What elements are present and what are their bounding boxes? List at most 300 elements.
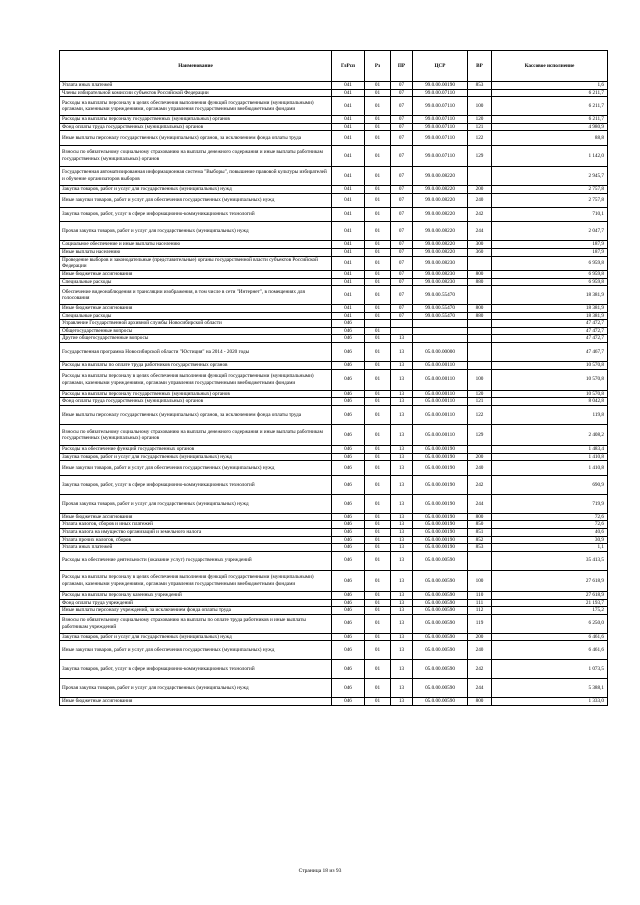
cell-pr: 07	[391, 185, 413, 193]
cell-rz: 01	[365, 494, 391, 513]
cell-csr: 99.0.00.07110	[413, 89, 468, 97]
cell-csr: 99.0.00.08220	[413, 193, 468, 207]
cell-rz: 01	[365, 241, 391, 249]
table-row	[60, 222, 608, 241]
cell-amount: 6 250,0	[492, 614, 608, 633]
cell-vr: 240	[468, 193, 492, 207]
cell-csr: 05.0.00.00590	[413, 698, 468, 706]
cell-amount: 47 472,7	[492, 320, 608, 328]
cell-pr: 13	[391, 446, 413, 454]
cell-vr: 119	[468, 614, 492, 633]
cell-rz: 01	[365, 398, 391, 406]
header-name: Наименование	[60, 51, 332, 82]
cell-name: Общегосударственные вопросы	[60, 327, 332, 335]
table-row	[60, 248, 608, 256]
cell-csr: 99.0.00.07110	[413, 116, 468, 124]
cell-amount: 5 388,1	[492, 679, 608, 698]
table-row	[60, 461, 608, 475]
cell-vr: 200	[468, 453, 492, 461]
cell-pr: 07	[391, 116, 413, 124]
table-row	[60, 679, 608, 698]
cell-grbs: 041	[332, 97, 365, 116]
cell-amount: 10 570,8	[492, 390, 608, 398]
cell-vr: 122	[468, 131, 492, 145]
cell-pr: 13	[391, 390, 413, 398]
cell-vr: 800	[468, 513, 492, 521]
cell-vr: 853	[468, 82, 492, 90]
cell-vr	[468, 286, 492, 305]
cell-vr: 120	[468, 116, 492, 124]
cell-csr: 99.0.00.55470	[413, 305, 468, 313]
cell-grbs: 041	[332, 82, 365, 90]
cell-name: Расходы на выплаты персоналу казенных учреждений	[60, 591, 332, 599]
cell-csr: 05.0.00.00590	[413, 633, 468, 641]
cell-amount: 2 757,8	[492, 193, 608, 207]
cell-rz: 01	[365, 544, 391, 552]
cell-amount: 2 408,2	[492, 425, 608, 446]
cell-vr: 880	[468, 312, 492, 320]
cell-rz: 01	[365, 551, 391, 570]
cell-csr: 99.0.00.55470	[413, 312, 468, 320]
table-row	[60, 89, 608, 97]
table-row	[60, 660, 608, 679]
cell-amount: 1 142,0	[492, 145, 608, 166]
cell-rz: 01	[365, 335, 391, 343]
cell-grbs: 041	[332, 116, 365, 124]
cell-grbs: 041	[332, 207, 365, 221]
cell-vr: 121	[468, 123, 492, 131]
cell-rz: 01	[365, 614, 391, 633]
cell-vr	[468, 362, 492, 370]
cell-grbs: 046	[332, 679, 365, 698]
cell-vr: 853	[468, 544, 492, 552]
cell-csr: 99.0.00.07110	[413, 131, 468, 145]
cell-pr: 13	[391, 570, 413, 591]
table-row	[60, 312, 608, 320]
cell-pr: 07	[391, 248, 413, 256]
cell-pr: 07	[391, 222, 413, 241]
cell-rz: 01	[365, 536, 391, 544]
table-row	[60, 607, 608, 615]
cell-grbs: 046	[332, 362, 365, 370]
cell-csr: 05.0.00.00110	[413, 406, 468, 425]
cell-vr: 120	[468, 390, 492, 398]
table-row	[60, 521, 608, 529]
cell-name: Фонд оплаты труда государственных (муниципальных) органов	[60, 398, 332, 406]
header-grbs: ГлРсп	[332, 51, 365, 82]
cell-name: Иные выплаты персоналу государственных (муниципальных) органов, за исключением фонда оплаты труда	[60, 131, 332, 145]
cell-rz: 01	[365, 513, 391, 521]
cell-grbs: 046	[332, 536, 365, 544]
cell-rz: 01	[365, 528, 391, 536]
cell-csr: 99.0.00.08220	[413, 207, 468, 221]
cell-amount: 187,9	[492, 241, 608, 249]
cell-rz: 01	[365, 591, 391, 599]
cell-name: Закупка товаров, работ и услуг для государственных (муниципальных) нужд	[60, 453, 332, 461]
cell-grbs: 046	[332, 633, 365, 641]
cell-name: Управление Государственной архивной службы Новосибирской области	[60, 320, 332, 328]
cell-rz: 01	[365, 641, 391, 660]
cell-name: Прочая закупка товаров, работ и услуг для государственных (муниципальных) нужд	[60, 494, 332, 513]
cell-csr: 99.0.00.07110	[413, 145, 468, 166]
cell-name: Расходы на выплаты персоналу в целях обеспечения выполнения функций государственными (муниципальными) органами, казенными учреждениями, органами управления государственными внебюджетными фондами	[60, 570, 332, 591]
cell-amount: 47 472,7	[492, 327, 608, 335]
table-row	[60, 207, 608, 221]
cell-grbs: 041	[332, 312, 365, 320]
cell-name: Расходы на выплаты по оплате труда работников государственных органов	[60, 362, 332, 370]
cell-grbs: 046	[332, 320, 365, 328]
table-row	[60, 398, 608, 406]
cell-amount: 2 945,7	[492, 166, 608, 185]
cell-name: Другие общегосударственные вопросы	[60, 335, 332, 343]
cell-grbs: 046	[332, 390, 365, 398]
table-row	[60, 166, 608, 185]
table-row	[60, 343, 608, 362]
table-row	[60, 599, 608, 607]
cell-pr: 13	[391, 494, 413, 513]
cell-amount: 72,6	[492, 513, 608, 521]
cell-pr: 13	[391, 343, 413, 362]
cell-name: Специальные расходы	[60, 278, 332, 286]
cell-csr: 05.0.00.00110	[413, 398, 468, 406]
table-row	[60, 116, 608, 124]
cell-amount: 10 570,8	[492, 369, 608, 390]
cell-vr	[468, 343, 492, 362]
cell-name: Расходы на выплаты персоналу в целях обеспечения выполнения функций государственными (муниципальными) органами, казенными учреждениями, органами управления государственными внебюджетными фондами	[60, 369, 332, 390]
cell-grbs: 046	[332, 660, 365, 679]
cell-name: Прочая закупка товаров, работ и услуг для государственных (муниципальных) нужд	[60, 222, 332, 241]
cell-grbs: 046	[332, 544, 365, 552]
table-row	[60, 390, 608, 398]
cell-vr: 110	[468, 591, 492, 599]
cell-rz: 01	[365, 570, 391, 591]
cell-pr: 13	[391, 335, 413, 343]
cell-rz: 01	[365, 369, 391, 390]
cell-pr: 13	[391, 698, 413, 706]
cell-rz: 01	[365, 406, 391, 425]
cell-vr: 100	[468, 97, 492, 116]
cell-csr: 99.0.00.08220	[413, 185, 468, 193]
cell-amount: 6 959,8	[492, 256, 608, 270]
cell-amount: 27 618,9	[492, 591, 608, 599]
cell-grbs: 046	[332, 698, 365, 706]
cell-csr: 05.0.00.00110	[413, 369, 468, 390]
cell-name: Иные закупки товаров, работ и услуг для обеспечения государственных (муниципальных) нужд	[60, 193, 332, 207]
cell-amount: 47 472,7	[492, 335, 608, 343]
cell-grbs: 041	[332, 248, 365, 256]
cell-pr: 07	[391, 145, 413, 166]
cell-amount: 1 483,4	[492, 446, 608, 454]
cell-vr: 852	[468, 536, 492, 544]
cell-pr: 07	[391, 286, 413, 305]
cell-pr: 13	[391, 633, 413, 641]
cell-grbs: 046	[332, 551, 365, 570]
cell-name: Закупка товаров, работ, услуг в сфере информационно-коммуникационных технологий	[60, 475, 332, 494]
cell-pr: 13	[391, 536, 413, 544]
table-row	[60, 278, 608, 286]
cell-amount: 175,2	[492, 607, 608, 615]
table-row	[60, 494, 608, 513]
cell-grbs: 041	[332, 185, 365, 193]
cell-grbs: 046	[332, 398, 365, 406]
header-pr: ПР	[391, 51, 413, 82]
cell-name: Обеспечение видеонаблюдения и трансляции изображения, в том числе в сети "Интернет", в помещениях для голосования	[60, 286, 332, 305]
page-number: Страница 18 из 93	[298, 868, 342, 874]
cell-csr: 99.0.00.07110	[413, 97, 468, 116]
cell-grbs: 046	[332, 607, 365, 615]
cell-pr: 07	[391, 305, 413, 313]
cell-grbs: 041	[332, 222, 365, 241]
cell-name: Закупка товаров, работ и услуг для государственных (муниципальных) нужд	[60, 633, 332, 641]
cell-name: Уплата налога на имущество организаций и земельного налога	[60, 528, 332, 536]
table-row	[60, 131, 608, 145]
cell-amount: 88,8	[492, 131, 608, 145]
cell-csr: 05.0.00.00590	[413, 614, 468, 633]
cell-csr: 05.0.00.00190	[413, 521, 468, 529]
table-row	[60, 551, 608, 570]
cell-name: Специальные расходы	[60, 312, 332, 320]
cell-pr: 13	[391, 362, 413, 370]
cell-grbs: 046	[332, 343, 365, 362]
cell-vr: 200	[468, 633, 492, 641]
cell-name: Закупка товаров, работ и услуг для государственных (муниципальных) нужд	[60, 185, 332, 193]
cell-vr: 360	[468, 248, 492, 256]
cell-rz: 01	[365, 248, 391, 256]
cell-grbs: 041	[332, 123, 365, 131]
cell-name: Члены избирательной комиссии субъектов Российской Федерации	[60, 89, 332, 97]
cell-amount: 30,9	[492, 536, 608, 544]
cell-grbs: 046	[332, 591, 365, 599]
table-row	[60, 193, 608, 207]
table-row	[60, 82, 608, 90]
cell-vr: 242	[468, 207, 492, 221]
cell-csr	[413, 335, 468, 343]
cell-amount: 6 461,6	[492, 641, 608, 660]
cell-rz: 01	[365, 446, 391, 454]
cell-csr: 05.0.00.00590	[413, 607, 468, 615]
cell-vr	[468, 320, 492, 328]
cell-rz: 01	[365, 278, 391, 286]
cell-rz: 01	[365, 633, 391, 641]
cell-pr: 13	[391, 398, 413, 406]
cell-name: Закупка товаров, работ, услуг в сфере информационно-коммуникационных технологий	[60, 660, 332, 679]
cell-pr: 07	[391, 123, 413, 131]
cell-grbs: 046	[332, 369, 365, 390]
cell-pr: 07	[391, 278, 413, 286]
cell-vr: 244	[468, 222, 492, 241]
table-row	[60, 513, 608, 521]
cell-amount: 1 410,8	[492, 461, 608, 475]
cell-pr: 13	[391, 544, 413, 552]
cell-amount: 72,6	[492, 521, 608, 529]
table-row	[60, 446, 608, 454]
cell-rz: 01	[365, 327, 391, 335]
cell-csr: 99.0.00.55470	[413, 286, 468, 305]
cell-name: Иные выплаты персоналу государственных (муниципальных) органов, за исключением фонда оплаты труда	[60, 406, 332, 425]
cell-pr: 13	[391, 513, 413, 521]
cell-pr: 13	[391, 551, 413, 570]
cell-rz: 01	[365, 222, 391, 241]
cell-vr: 242	[468, 475, 492, 494]
cell-name: Иные бюджетные ассигнования	[60, 305, 332, 313]
cell-grbs: 046	[332, 475, 365, 494]
budget-report-page	[59, 50, 607, 706]
cell-name: Государственная программа Новосибирской области "Юстиция" на 2014 - 2020 годы	[60, 343, 332, 362]
table-row	[60, 327, 608, 335]
table-row	[60, 453, 608, 461]
cell-vr: 240	[468, 461, 492, 475]
cell-pr: 13	[391, 614, 413, 633]
table-row	[60, 335, 608, 343]
cell-name: Взносы по обязательному социальному страхованию на выплаты по оплате труда работников и иные выплаты работникам учреждений	[60, 614, 332, 633]
cell-amount: 6 211,7	[492, 97, 608, 116]
cell-name: Расходы на обеспечение деятельности (оказание услуг) государственных учреждений	[60, 551, 332, 570]
cell-amount: 10 570,8	[492, 362, 608, 370]
cell-grbs: 041	[332, 131, 365, 145]
cell-csr: 99.0.00.08230	[413, 256, 468, 270]
budget-execution-table	[59, 50, 608, 706]
table-row	[60, 97, 608, 116]
cell-csr: 99.0.00.08220	[413, 222, 468, 241]
cell-grbs: 046	[332, 599, 365, 607]
cell-rz: 01	[365, 89, 391, 97]
cell-rz: 01	[365, 82, 391, 90]
cell-csr: 99.0.00.08220	[413, 166, 468, 185]
cell-vr: 100	[468, 570, 492, 591]
cell-rz: 01	[365, 305, 391, 313]
table-row	[60, 369, 608, 390]
cell-csr: 05.0.00.00590	[413, 599, 468, 607]
table-row	[60, 633, 608, 641]
cell-csr: 05.0.00.00190	[413, 461, 468, 475]
cell-csr: 05.0.00.00110	[413, 390, 468, 398]
cell-rz: 01	[365, 123, 391, 131]
cell-pr: 13	[391, 406, 413, 425]
cell-amount: 8 042,8	[492, 398, 608, 406]
cell-csr: 05.0.00.00590	[413, 570, 468, 591]
cell-amount: 1 410,8	[492, 453, 608, 461]
cell-csr: 05.0.00.00190	[413, 446, 468, 454]
cell-amount: 2 047,7	[492, 222, 608, 241]
cell-pr: 07	[391, 82, 413, 90]
cell-amount: 6 211,7	[492, 116, 608, 124]
cell-vr: 122	[468, 406, 492, 425]
cell-amount: 40,6	[492, 528, 608, 536]
table-row	[60, 614, 608, 633]
cell-csr: 05.0.00.00190	[413, 453, 468, 461]
table-row	[60, 475, 608, 494]
cell-name: Иные выплаты персоналу учреждений, за исключением фонда оплаты труда	[60, 607, 332, 615]
cell-name: Иные закупки товаров, работ и услуг для обеспечения государственных (муниципальных) нужд	[60, 641, 332, 660]
cell-vr: 851	[468, 528, 492, 536]
cell-vr: 129	[468, 145, 492, 166]
cell-amount: 6 959,8	[492, 270, 608, 278]
cell-rz: 01	[365, 607, 391, 615]
cell-amount: 27 618,9	[492, 570, 608, 591]
cell-rz: 01	[365, 166, 391, 185]
cell-csr: 05.0.00.00190	[413, 528, 468, 536]
table-row	[60, 544, 608, 552]
table-row	[60, 145, 608, 166]
table-row	[60, 425, 608, 446]
cell-csr: 05.0.00.00590	[413, 641, 468, 660]
cell-vr	[468, 446, 492, 454]
cell-amount: 18 381,9	[492, 312, 608, 320]
cell-csr: 05.0.00.00190	[413, 513, 468, 521]
cell-grbs: 046	[332, 461, 365, 475]
cell-rz: 01	[365, 286, 391, 305]
cell-grbs: 041	[332, 166, 365, 185]
cell-vr: 880	[468, 278, 492, 286]
cell-vr: 800	[468, 698, 492, 706]
table-row	[60, 591, 608, 599]
cell-vr: 100	[468, 369, 492, 390]
cell-pr: 13	[391, 641, 413, 660]
cell-grbs: 041	[332, 89, 365, 97]
table-row	[60, 256, 608, 270]
cell-vr: 244	[468, 494, 492, 513]
table-row	[60, 320, 608, 328]
cell-name: Иные бюджетные ассигнования	[60, 698, 332, 706]
cell-amount: 35 413,5	[492, 551, 608, 570]
cell-name: Закупка товаров, работ, услуг в сфере информационно-коммуникационных технологий	[60, 207, 332, 221]
cell-amount: 18 381,9	[492, 286, 608, 305]
cell-csr	[413, 327, 468, 335]
table-row	[60, 286, 608, 305]
cell-amount: 47 467,7	[492, 343, 608, 362]
cell-name: Иные выплаты населению	[60, 248, 332, 256]
cell-grbs: 041	[332, 193, 365, 207]
cell-name: Расходы на выплаты персоналу государственных (муниципальных) органов	[60, 390, 332, 398]
cell-vr: 200	[468, 185, 492, 193]
cell-grbs: 046	[332, 453, 365, 461]
cell-name: Иные бюджетные ассигнования	[60, 270, 332, 278]
cell-pr	[391, 327, 413, 335]
cell-csr: 05.0.00.00000	[413, 343, 468, 362]
cell-rz: 01	[365, 270, 391, 278]
table-row	[60, 362, 608, 370]
header-rz: Рз	[365, 51, 391, 82]
cell-rz: 01	[365, 698, 391, 706]
cell-pr: 13	[391, 369, 413, 390]
table-row	[60, 241, 608, 249]
cell-rz: 01	[365, 312, 391, 320]
cell-pr: 13	[391, 475, 413, 494]
cell-grbs: 046	[332, 641, 365, 660]
cell-pr: 13	[391, 425, 413, 446]
table-row	[60, 528, 608, 536]
cell-rz: 01	[365, 97, 391, 116]
cell-grbs: 041	[332, 270, 365, 278]
cell-pr: 07	[391, 193, 413, 207]
cell-vr	[468, 335, 492, 343]
cell-csr: 99.0.00.07110	[413, 123, 468, 131]
cell-pr: 13	[391, 528, 413, 536]
cell-grbs: 046	[332, 570, 365, 591]
cell-csr: 05.0.00.00590	[413, 660, 468, 679]
cell-grbs: 046	[332, 335, 365, 343]
cell-csr: 05.0.00.00590	[413, 551, 468, 570]
cell-csr: 99.0.00.08230	[413, 270, 468, 278]
cell-pr: 13	[391, 591, 413, 599]
table-row	[60, 406, 608, 425]
cell-pr: 07	[391, 166, 413, 185]
header-csr: ЦСР	[413, 51, 468, 82]
cell-name: Уплата налогов, сборов и иных платежей	[60, 521, 332, 529]
cell-rz: 01	[365, 599, 391, 607]
cell-amount: 1,6	[492, 82, 608, 90]
cell-name: Иные закупки товаров, работ и услуг для обеспечения государственных (муниципальных) нужд	[60, 461, 332, 475]
